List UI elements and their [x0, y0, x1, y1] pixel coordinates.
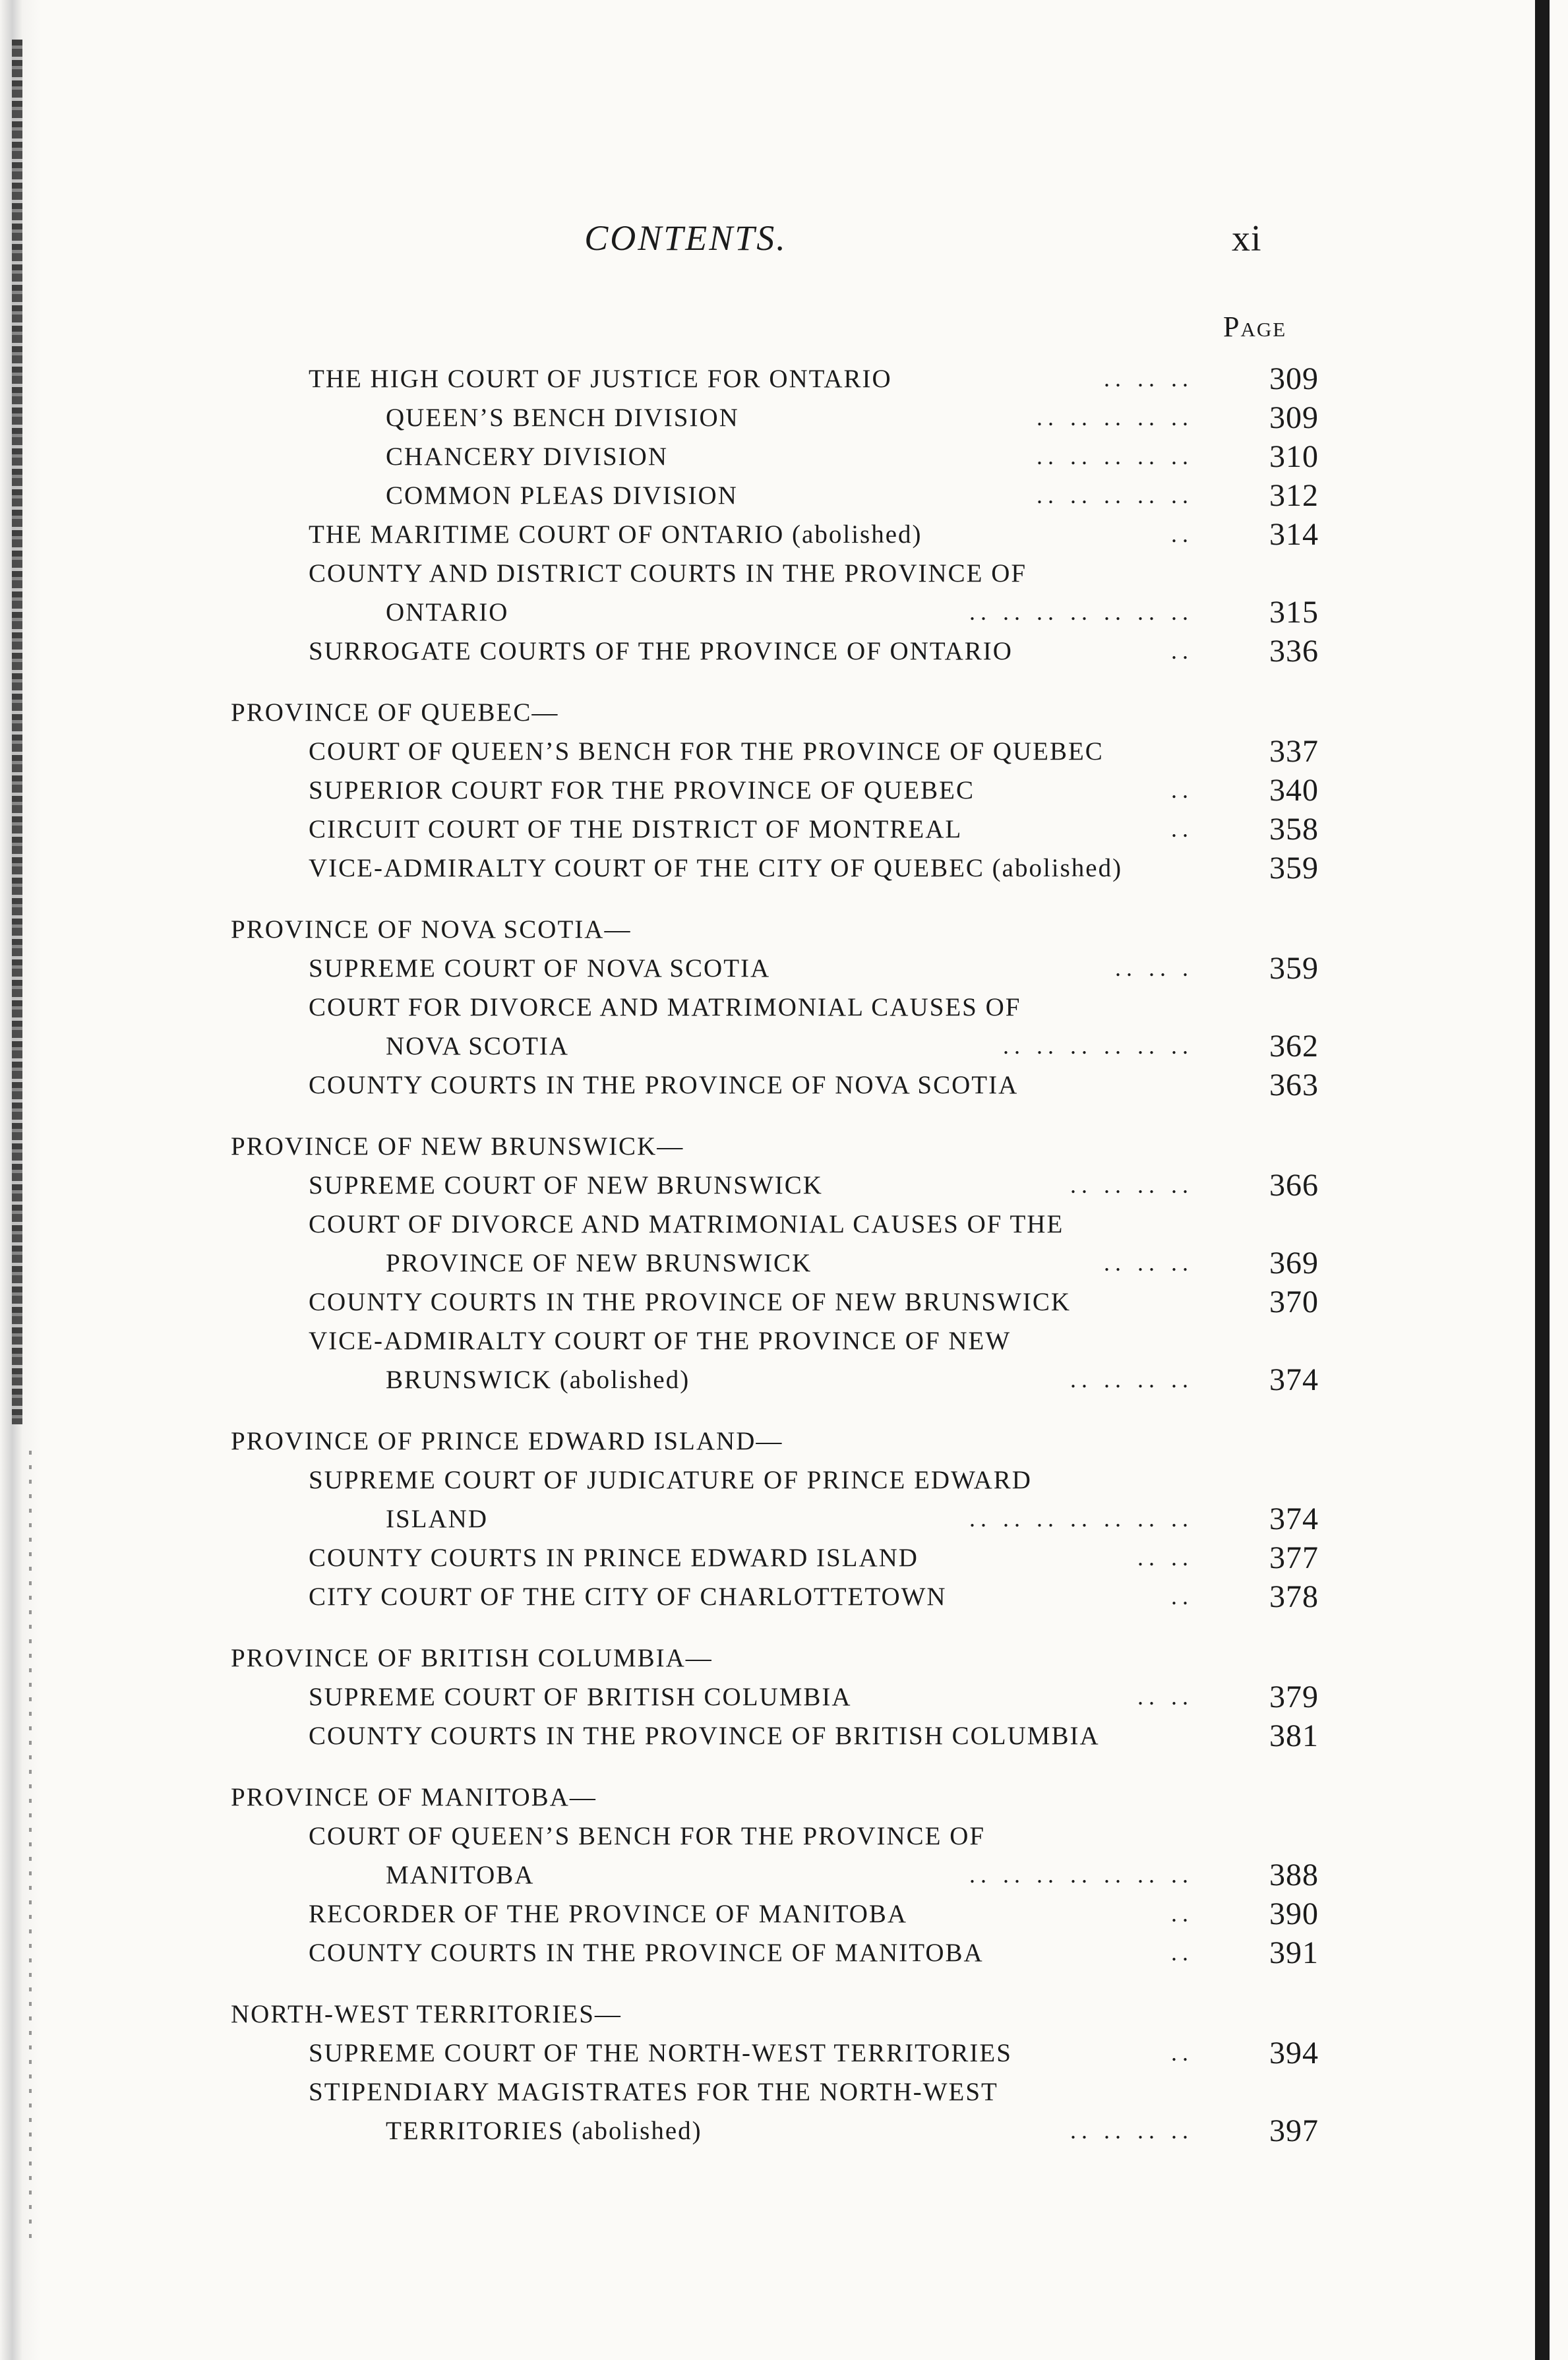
entry-title: SUPREME COURT OF BRITISH COLUMBIA	[309, 1683, 852, 1711]
dot-leader: .. .. .. .. .. ..	[1003, 1033, 1193, 1059]
page-number: 336	[1269, 634, 1319, 669]
toc-entry	[0, 1166, 1568, 1205]
toc-entry	[0, 554, 1568, 593]
entry-title: COUNTY AND DISTRICT COURTS IN THE PROVINCE OF	[309, 559, 1027, 588]
entry-title: SUPERIOR COURT FOR THE PROVINCE OF QUEBEC	[309, 776, 975, 804]
dot-leader: .. .. .. .. ..	[1037, 482, 1193, 508]
running-title: CONTENTS.	[584, 218, 787, 258]
toc-entry	[0, 771, 1568, 810]
dot-leader: ..	[1171, 521, 1193, 547]
entry-title: CITY COURT OF THE CITY OF CHARLOTTETOWN	[309, 1583, 947, 1611]
dot-leader: ..	[1171, 777, 1193, 803]
page-number: 309	[1269, 400, 1319, 435]
dot-leader: .. .. .	[1115, 955, 1193, 981]
dot-leader: .. .. .. ..	[1070, 1366, 1193, 1393]
toc-entry	[0, 1817, 1568, 1856]
toc-entry	[0, 1678, 1568, 1716]
toc-entry	[0, 593, 1568, 632]
dot-leader: .. ..	[1137, 1683, 1193, 1710]
toc-entry	[0, 949, 1568, 988]
toc-entry	[0, 988, 1568, 1027]
page-number: 388	[1269, 1858, 1319, 1892]
page-number: 390	[1269, 1896, 1319, 1931]
toc-entry	[0, 732, 1568, 771]
section-title: PROVINCE OF MANITOBA—	[231, 1783, 597, 1811]
section-title: PROVINCE OF BRITISH COLUMBIA—	[231, 1644, 713, 1672]
running-head	[0, 218, 1568, 277]
entry-title: COURT FOR DIVORCE AND MATRIMONIAL CAUSES OF	[309, 993, 1021, 1021]
entry-title: NOVA SCOTIA	[386, 1032, 570, 1060]
dot-leader: .. .. .. .. .. .. ..	[969, 599, 1193, 625]
page-number: 366	[1269, 1168, 1319, 1203]
toc-section-heading	[0, 910, 1568, 949]
page-number: 359	[1269, 851, 1319, 886]
entry-title: MANITOBA	[386, 1861, 535, 1889]
page-number: 374	[1269, 1501, 1319, 1536]
toc-entry	[0, 476, 1568, 515]
entry-title: SUPREME COURT OF NEW BRUNSWICK	[309, 1171, 823, 1199]
dot-leader: .. .. .. .. .. .. ..	[969, 1861, 1193, 1888]
toc-entry	[0, 1856, 1568, 1894]
dot-leader: ..	[1171, 638, 1193, 664]
section-title: NORTH-WEST TERRITORIES—	[231, 2000, 622, 2028]
toc-section-heading	[0, 693, 1568, 732]
dot-leader: ..	[1171, 816, 1193, 842]
toc-entry	[0, 2073, 1568, 2111]
toc-entry	[0, 810, 1568, 849]
dot-leader: ..	[1171, 1583, 1193, 1610]
page-number: 337	[1269, 734, 1319, 769]
entry-title: ISLAND	[386, 1505, 488, 1533]
dot-leader: .. .. .. .. ..	[1037, 443, 1193, 469]
toc-entry	[0, 1244, 1568, 1283]
toc-entry	[0, 1933, 1568, 1972]
dot-leader: .. .. .. ..	[1070, 2117, 1193, 2144]
toc-section-heading	[0, 1639, 1568, 1678]
dot-leader: ..	[1171, 1900, 1193, 1927]
page-number: 374	[1269, 1362, 1319, 1397]
entry-title: ONTARIO	[386, 598, 509, 626]
page-number: 381	[1269, 1718, 1319, 1753]
entry-title: TERRITORIES (abolished)	[386, 2117, 702, 2145]
entry-title: VICE-ADMIRALTY COURT OF THE CITY OF QUEBEC (abolished)	[309, 854, 1123, 882]
page-number: 377	[1269, 1540, 1319, 1575]
entry-title: CIRCUIT COURT OF THE DISTRICT OF MONTREAL	[309, 815, 963, 843]
toc-entry	[0, 1205, 1568, 1244]
entry-title: SUPREME COURT OF THE NORTH-WEST TERRITORIES	[309, 2039, 1012, 2067]
toc-entry	[0, 1461, 1568, 1499]
toc-entry	[0, 849, 1568, 888]
entry-title: COUNTY COURTS IN THE PROVINCE OF BRITISH COLUMBIA	[309, 1722, 1100, 1750]
entry-title: COURT OF QUEEN’S BENCH FOR THE PROVINCE OF	[309, 1822, 986, 1850]
dot-leader: .. ..	[1137, 1544, 1193, 1571]
toc-entry	[0, 1066, 1568, 1104]
dot-leader: ..	[1171, 1939, 1193, 1966]
toc-entry	[0, 359, 1568, 398]
page-number: 379	[1269, 1679, 1319, 1714]
page-number: 378	[1269, 1579, 1319, 1614]
entry-title: COURT OF QUEEN’S BENCH FOR THE PROVINCE OF QUEBEC	[309, 737, 1104, 766]
toc-entry	[0, 1538, 1568, 1577]
page-number: 314	[1269, 517, 1319, 552]
toc-section-heading	[0, 1778, 1568, 1817]
page-number: 391	[1269, 1935, 1319, 1970]
entry-title: QUEEN’S BENCH DIVISION	[386, 404, 739, 432]
entry-title: THE HIGH COURT OF JUSTICE FOR ONTARIO	[309, 365, 892, 393]
toc-entry	[0, 1577, 1568, 1616]
toc-section-heading	[0, 1422, 1568, 1461]
toc-entry	[0, 2034, 1568, 2073]
page-number: 340	[1269, 773, 1319, 808]
page-number: 309	[1269, 361, 1319, 396]
toc-section-heading	[0, 1127, 1568, 1166]
table-of-contents	[0, 359, 1568, 2150]
entry-title: BRUNSWICK (abolished)	[386, 1366, 690, 1394]
page-number: 362	[1269, 1029, 1319, 1064]
toc-entry	[0, 1360, 1568, 1399]
entry-title: COURT OF DIVORCE AND MATRIMONIAL CAUSES OF THE	[309, 1210, 1064, 1238]
page-number: 394	[1269, 2036, 1319, 2071]
entry-title: CHANCERY DIVISION	[386, 442, 668, 471]
entry-title: COUNTY COURTS IN THE PROVINCE OF MANITOBA	[309, 1939, 984, 1967]
toc-entry	[0, 1321, 1568, 1360]
page-number: 315	[1269, 595, 1319, 630]
section-title: PROVINCE OF PRINCE EDWARD ISLAND—	[231, 1427, 783, 1455]
page-column-label: Page	[1223, 311, 1287, 343]
entry-title: SURROGATE COURTS OF THE PROVINCE OF ONTARIO	[309, 637, 1013, 665]
entry-title: STIPENDIARY MAGISTRATES FOR THE NORTH-WEST	[309, 2078, 998, 2106]
entry-title: SUPREME COURT OF JUDICATURE OF PRINCE EDWARD	[309, 1466, 1032, 1494]
entry-title: THE MARITIME COURT OF ONTARIO (abolished)	[309, 520, 922, 549]
dot-leader: .. .. .. .. ..	[1037, 404, 1193, 431]
page-number: 369	[1269, 1246, 1319, 1281]
toc-entry	[0, 1894, 1568, 1933]
dot-leader: .. .. .. ..	[1070, 1172, 1193, 1198]
entry-title: COMMON PLEAS DIVISION	[386, 481, 738, 510]
toc-entry	[0, 1027, 1568, 1066]
page-number: 312	[1269, 478, 1319, 513]
toc-section-heading	[0, 1995, 1568, 2034]
page-number: 363	[1269, 1068, 1319, 1103]
toc-entry	[0, 632, 1568, 671]
page-number: 397	[1269, 2113, 1319, 2148]
toc-entry	[0, 1499, 1568, 1538]
section-title: PROVINCE OF QUEBEC—	[231, 698, 559, 727]
dot-leader: .. .. .. .. .. .. ..	[969, 1505, 1193, 1532]
toc-entry	[0, 398, 1568, 437]
page-number: 370	[1269, 1285, 1319, 1319]
entry-title: COUNTY COURTS IN THE PROVINCE OF NOVA SCOTIA	[309, 1071, 1019, 1099]
toc-entry	[0, 1283, 1568, 1321]
entry-title: PROVINCE OF NEW BRUNSWICK	[386, 1249, 812, 1277]
page-number: 358	[1269, 812, 1319, 847]
entry-title: RECORDER OF THE PROVINCE OF MANITOBA	[309, 1900, 908, 1928]
toc-entry	[0, 437, 1568, 476]
dot-leader: .. .. ..	[1104, 1250, 1193, 1276]
toc-entry	[0, 1716, 1568, 1755]
entry-title: COUNTY COURTS IN THE PROVINCE OF NEW BRUNSWICK	[309, 1288, 1071, 1316]
page-number: 359	[1269, 951, 1319, 986]
toc-entry	[0, 515, 1568, 554]
entry-title: COUNTY COURTS IN PRINCE EDWARD ISLAND	[309, 1544, 919, 1572]
page-number: 310	[1269, 439, 1319, 474]
dot-leader: .. .. ..	[1104, 365, 1193, 392]
toc-entry	[0, 2111, 1568, 2150]
section-title: PROVINCE OF NEW BRUNSWICK—	[231, 1132, 684, 1161]
entry-title: VICE-ADMIRALTY COURT OF THE PROVINCE OF NEW	[309, 1327, 1011, 1355]
page-folio: xi	[1232, 218, 1262, 259]
dot-leader: ..	[1171, 2040, 1193, 2066]
entry-title: SUPREME COURT OF NOVA SCOTIA	[309, 954, 771, 983]
section-title: PROVINCE OF NOVA SCOTIA—	[231, 915, 632, 944]
